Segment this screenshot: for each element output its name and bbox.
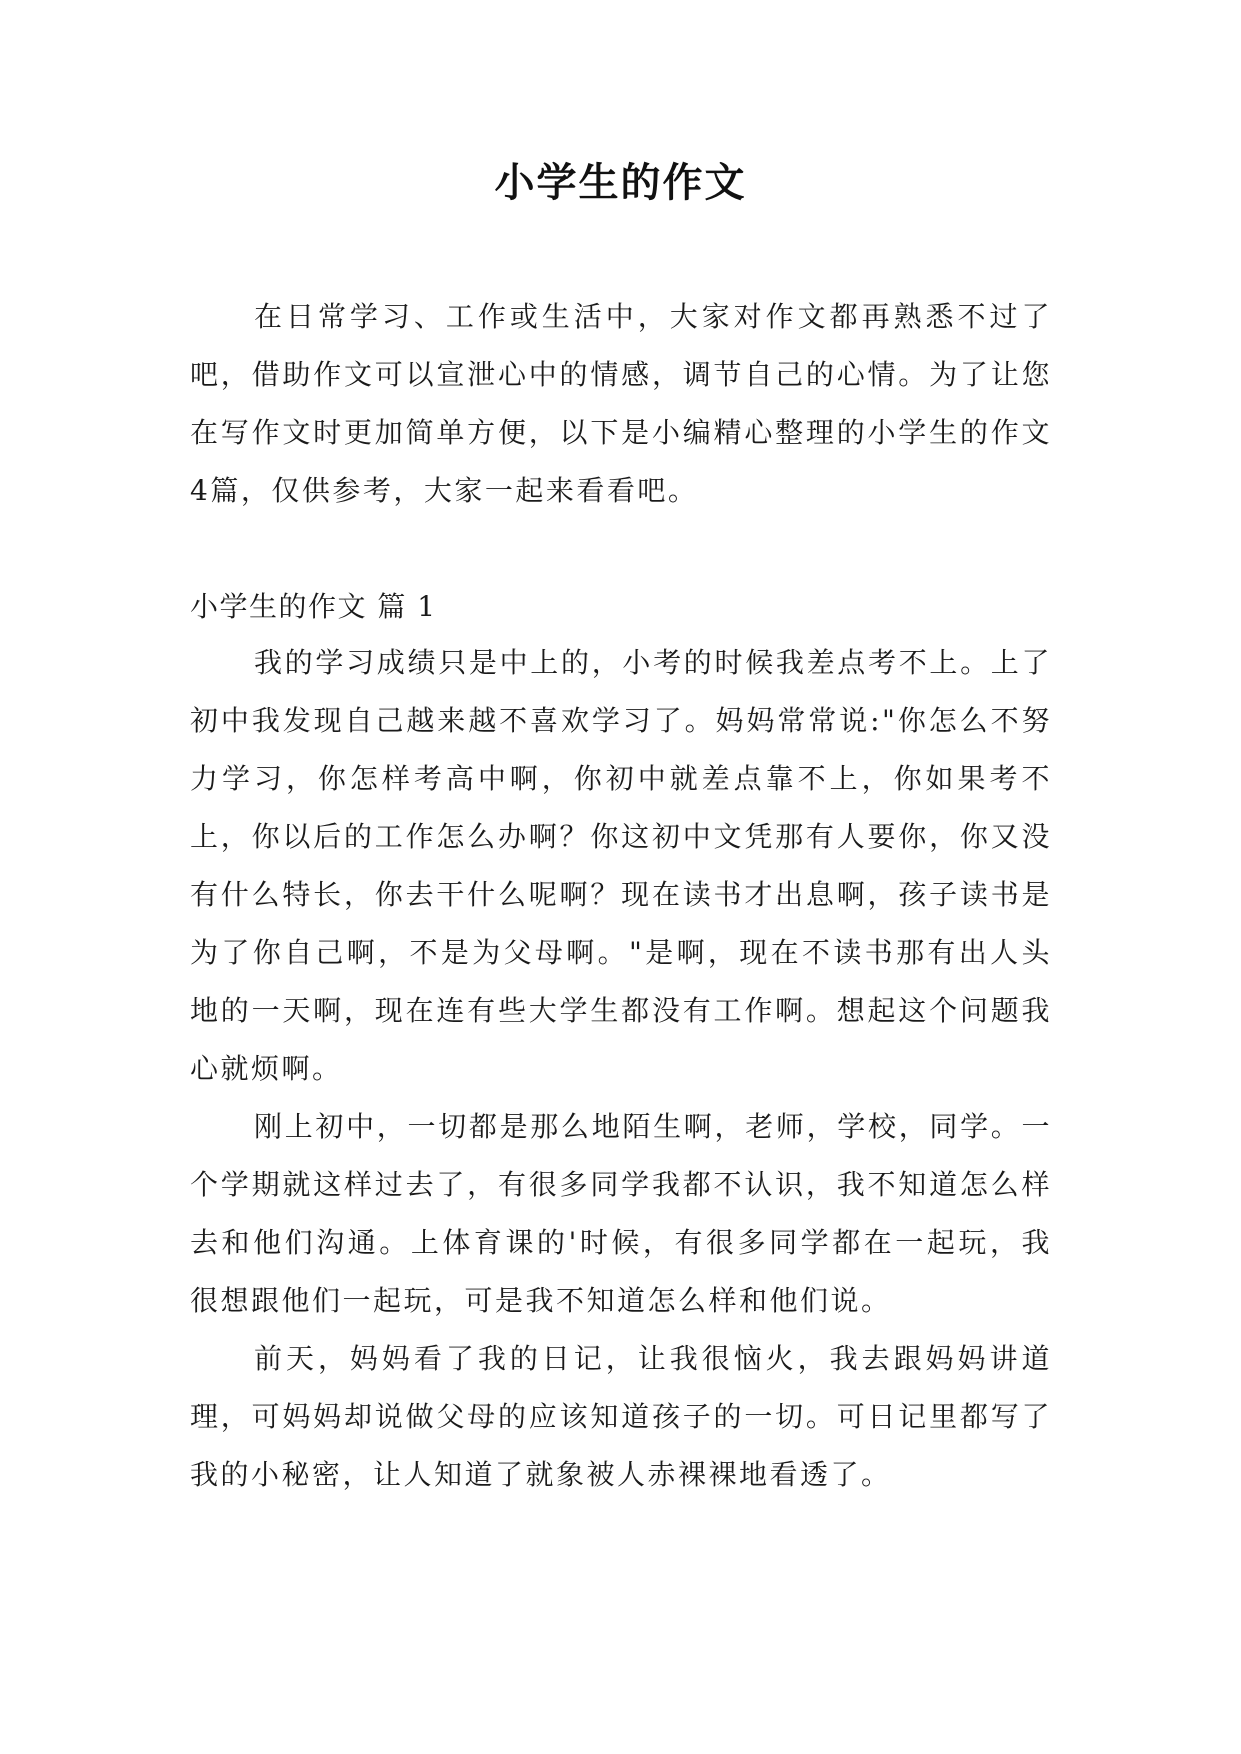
section-body (190, 634, 1052, 1504)
section-paragraph: 我的学习成绩只是中上的，小考的时候我差点考不上。上了初中我发现自己越来越不喜欢学习了。妈妈常常说:"你怎么不努力学习，你怎样考高中啊，你初中就差点靠不上，你如果考不上，你以后的工作怎么办啊？你这初中文凭那有人要你，你又没有什么特长，你去干什么呢啊？现在读书才出息啊，孩子读书是为了你自己啊，不是为父母啊。"是啊，现在不读书那有出人头地的一天啊，现在连有些大学生都没有工作啊。想起这个问题我心就烦啊。 (190, 646, 1052, 1085)
section-paragraph: 刚上初中，一切都是那么地陌生啊，老师，学校，同学。一个学期就这样过去了，有很多同学我都不认识，我不知道怎么样去和他们沟通。上体育课的'时候，有很多同学都在一起玩，我很想跟他们一起玩，可是我不知道怎么样和他们说。 (190, 1110, 1052, 1317)
intro-paragraph: 在日常学习、工作或生活中，大家对作文都再熟悉不过了吧，借助作文可以宣泄心中的情感，调节自己的心情。为了让您在写作文时更加简单方便，以下是小编精心整理的小学生的作文4篇，仅供参考，大家一起来看看吧。 (190, 300, 1052, 507)
section-paragraph: 前天，妈妈看了我的日记，让我很恼火，我去跟妈妈讲道理，可妈妈却说做父母的应该知道孩子的一切。可日记里都写了我的小秘密，让人知道了就象被人赤裸裸地看透了。 (190, 1342, 1052, 1491)
section-heading: 小学生的作文 篇 1 (190, 590, 437, 623)
document-title: 小学生的作文 (494, 159, 747, 206)
